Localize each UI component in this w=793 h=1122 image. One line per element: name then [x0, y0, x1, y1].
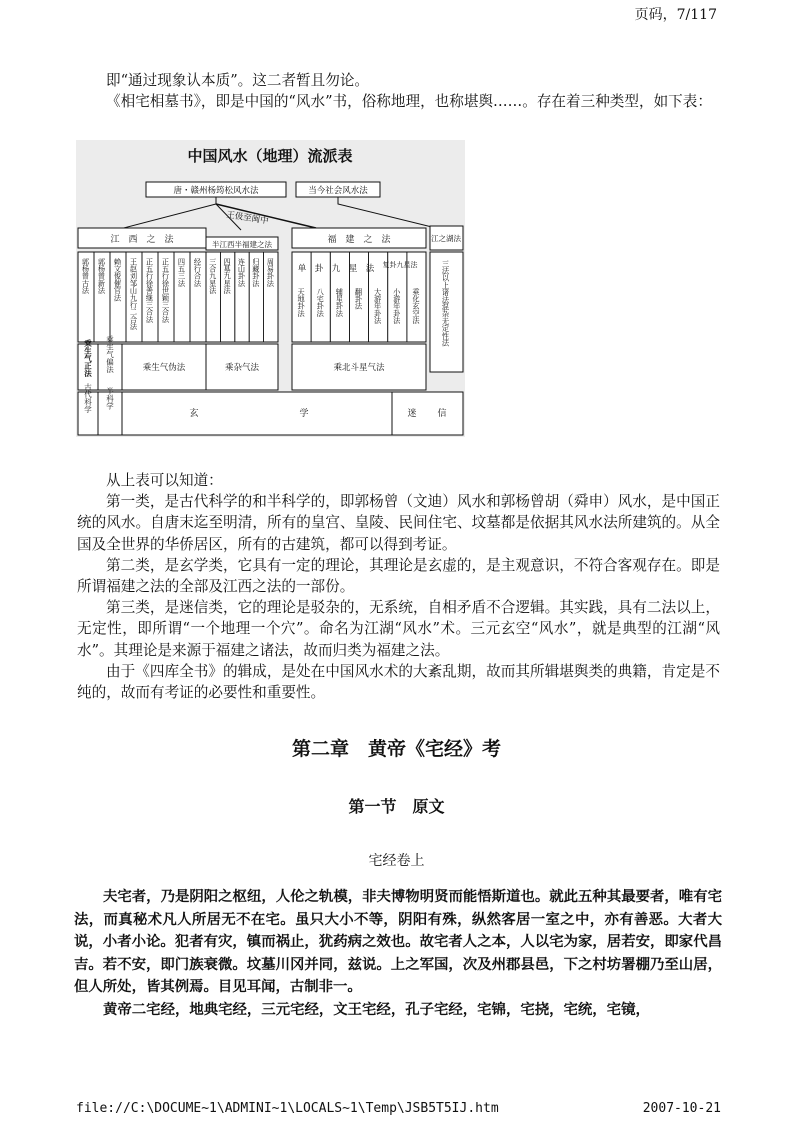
analysis-paragraph: 第一类，是古代科学的和半科学的，即郭杨曾（文迪）风水和郭杨曾胡（舜申）风水，是中国正统的风水。自唐末迄至明清，所有的皇宫、皇陵、民间住宅、坟墓都是依据其风水法所建筑的。从全国及全世界的华侨居区，所有的古建筑，都可以得到考证。 — [77, 493, 720, 553]
qi-row-5: 乘北斗星气法 — [333, 363, 385, 373]
half-column-label: 归藏卦法 — [251, 258, 261, 287]
original-text — [74, 886, 722, 1021]
class-row-4a: 迷 — [407, 409, 417, 419]
fujian-column-label: 辅星卦法 — [335, 288, 345, 317]
class-row-1: 古代科学 — [83, 383, 93, 413]
fujian-column-label: 八宅卦法 — [316, 288, 326, 317]
jiangxi-column-label: 赖文俊催官法 — [113, 258, 123, 302]
fujian-column-label: 乘化玄空法 — [411, 288, 421, 324]
class-row-3b: 学 — [299, 409, 309, 419]
volume-title: 宅经卷上 — [368, 853, 425, 869]
qi-row-1: 乘生气正法 — [83, 339, 93, 377]
half-column-label: 周易卦法 — [266, 258, 276, 287]
arrow-label: 王伋至闽中 — [225, 210, 270, 227]
jiangxi-column-label: 四五三法 — [177, 258, 187, 287]
original-paragraph: 夫宅者，乃是阴阳之枢纽，人伦之轨模，非夫博物明贤而能悟斯道也。就此五种其最要者，唯有宅法，而真秘术凡人所居无不在宅。虽只大小不等，阴阳有殊，纵然客居一室之中，亦有善恶。大者大说，小者小论。犯者有灾，镇而祸止，犹药病之效也。故宅者人之本，人以宅为家，居若安，即家代昌吉。若不安，即门族衰微。坟墓川冈并同，兹说。上之军国，次及州郡县邑，下之村坊署棚乃至山居，但人所处，皆其例焉。目见耳闻，古制非一。 — [74, 889, 722, 995]
group-jiangxi-label: 江 西 之 法 — [110, 235, 174, 245]
qi-row-4: 乘杂气法 — [224, 363, 260, 373]
jiangxi-column-label: 正五行徐善继三合法 — [145, 258, 155, 323]
jianghu-column-label: 三法以上诸法混杂无定性法 — [441, 260, 451, 347]
jiangxi-column-label: 经行合法 — [193, 258, 203, 287]
half-column-label: 连山卦法 — [237, 258, 247, 287]
half-column-label: 三合九星法 — [208, 258, 218, 294]
intro-paragraph: 即“通过现象认本质”。这二者暂且勿论。 — [106, 72, 370, 89]
analysis-paragraph: 第三类，是迷信类，它的理论是驳杂的，无系统，自相矛盾不合逻辑。其实践，具有二法以上，无定性，即所谓“一个地理一个穴”。命名为江湖“风水”术。三元玄空“风水”，就是典型的江湖“风水”。其理论是来源于福建之诸法，故而归类为福建之法。 — [77, 599, 720, 659]
class-row-2: 半科学 — [105, 386, 115, 410]
fujian-column-label: 小游年卦法 — [392, 288, 402, 324]
fujian-column-label: 大游年卦法 — [373, 288, 383, 324]
original-paragraph: 黄帝二宅经，地典宅经，三元宅经，文王宅经，孔子宅经，宅锦，宅挠，宅统，宅镜， — [103, 1001, 650, 1018]
fujian-sub-label: 单 卦 九 星 法 — [297, 264, 375, 274]
top-right-box-label: 当今社会风水法 — [308, 186, 368, 196]
class-row-cell — [392, 392, 463, 435]
class-row-3a: 玄 — [189, 409, 199, 419]
jiangxi-column-label: 王赵刘邹山九行二合法 — [129, 258, 139, 330]
group-jianghu-label: 江之湖法 — [431, 234, 461, 243]
chapter-title: 第二章 黄帝《宅经》考 — [291, 738, 501, 760]
jiangxi-column-label: 郭杨曾新法 — [97, 258, 107, 294]
intro-paragraph: 《相宅相墓书》，即是中国的“风水”书，俗称地理，也称堪舆……。存在着三种类型，如下表： — [106, 93, 712, 111]
analysis-paragraph: 由于《四库全书》的辑成，是处在中国风水术的大紊乱期，故而其所辑堪舆类的典籍，肯定是不纯的，故而有考证的必要性和重要性。 — [77, 662, 720, 702]
fujian-column-label: 天地卦法 — [297, 288, 307, 317]
page-number: 页码，7/117 — [634, 7, 717, 23]
qi-row-3: 乘生气伪法 — [142, 363, 186, 373]
analysis-text — [77, 470, 720, 703]
analysis-paragraph: 第二类，是玄学类，它具有一定的理论，其理论是玄虚的，是主观意识，不符合客观存在。即是所谓福建之法的全部及江西之法的一部份。 — [77, 556, 720, 596]
qi-row-2: 乘生气偏法 — [105, 335, 115, 373]
intro-text — [77, 70, 720, 112]
group-half-label: 半江西半福建之法 — [212, 240, 272, 249]
footer-date: 2007-10-21 — [642, 1101, 721, 1116]
connector-line — [338, 197, 436, 228]
analysis-paragraph: 从上表可以知道： — [106, 472, 223, 489]
fujian-column-label: 翻卦法 — [354, 288, 364, 310]
fujian-sub2-label: 复卦九星法 — [382, 261, 418, 269]
group-fujian-label: 福 建 之 法 — [327, 235, 391, 245]
fengshui-school-table — [76, 140, 465, 437]
half-column-label: 四墓九星法 — [223, 258, 233, 294]
jiangxi-column-label: 正五行徐世颖三合法 — [161, 258, 171, 323]
class-row-cell — [122, 392, 392, 435]
top-left-box-label: 唐・赣州杨筠松风水法 — [173, 186, 259, 196]
jiangxi-column-label: 郭杨曾古法 — [81, 258, 91, 294]
connector-line — [116, 197, 216, 230]
class-row-4b: 信 — [437, 409, 447, 419]
footer-file-path: file://C:\DOCUME~1\ADMINI~1\LOCALS~1\Temp\JSB5T5IJ.htm — [76, 1101, 499, 1116]
section-title: 第一节 原文 — [348, 797, 445, 816]
table-title: 中国风水（地理）流派表 — [187, 147, 353, 165]
